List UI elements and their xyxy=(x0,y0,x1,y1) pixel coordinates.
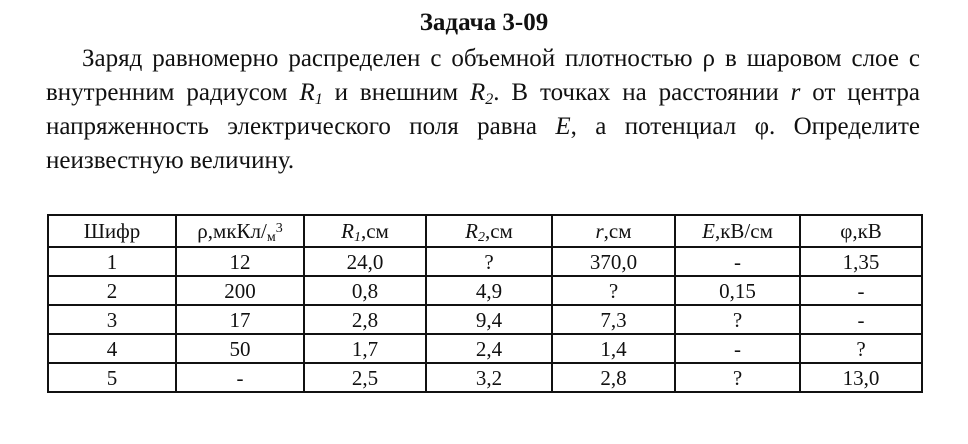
header-r xyxy=(552,215,675,247)
header-rho xyxy=(176,215,304,247)
header-rho-unit: м xyxy=(266,230,276,245)
table-row xyxy=(48,305,922,334)
cell-phi: - xyxy=(800,276,922,305)
header-r2-symbol: R xyxy=(465,219,478,243)
problem-text-part-5: , а потенциал φ. Определите неизвестную величину. xyxy=(46,113,921,174)
header-r-symbol: r xyxy=(595,219,604,243)
cell-r2: 3,2 xyxy=(426,363,552,392)
cell-r: 370,0 xyxy=(552,247,675,276)
cell-e: - xyxy=(675,247,800,276)
cell-r: ? xyxy=(552,276,675,305)
cell-r2: 4,9 xyxy=(426,276,552,305)
cell-r: 1,4 xyxy=(552,334,675,363)
r-symbol: r xyxy=(790,79,801,106)
cell-cipher: 1 xyxy=(48,247,176,276)
table-row xyxy=(48,276,922,305)
cell-r1: 24,0 xyxy=(304,247,426,276)
problem-title: Задача 3-09 xyxy=(419,9,549,36)
cell-r2: ? xyxy=(426,247,552,276)
cell-rho: 200 xyxy=(176,276,304,305)
cell-r2: 9,4 xyxy=(426,305,552,334)
cell-rho: 12 xyxy=(176,247,304,276)
cell-e: ? xyxy=(675,305,800,334)
cell-r: 7,3 xyxy=(552,305,675,334)
cell-r: 2,8 xyxy=(552,363,675,392)
cell-r2: 2,4 xyxy=(426,334,552,363)
table-row xyxy=(48,363,922,392)
cell-r1: 2,5 xyxy=(304,363,426,392)
cell-e: ? xyxy=(675,363,800,392)
cell-rho: - xyxy=(176,363,304,392)
header-phi: φ,кВ xyxy=(800,215,922,247)
cell-r1: 1,7 xyxy=(304,334,426,363)
problem-text-part-1: Заряд равномерно распределен с объемной плотностью ρ в шаровом слое с внутренним радиусом xyxy=(46,45,920,106)
cell-rho: 50 xyxy=(176,334,304,363)
header-r1-subscript: 1 xyxy=(353,230,361,245)
header-r2-subscript: 2 xyxy=(477,230,485,245)
cell-phi: ? xyxy=(800,334,922,363)
r1-subscript: 1 xyxy=(314,91,323,108)
header-r2 xyxy=(426,215,552,247)
header-rho-power: 3 xyxy=(275,221,283,236)
table-header-row xyxy=(48,215,922,247)
cell-phi: 13,0 xyxy=(800,363,922,392)
header-r-unit: ,см xyxy=(603,219,632,243)
header-r1-symbol: R xyxy=(341,219,354,243)
table-row xyxy=(48,247,922,276)
cell-r1: 2,8 xyxy=(304,305,426,334)
r2-symbol: R xyxy=(469,79,486,106)
cell-rho: 17 xyxy=(176,305,304,334)
cell-cipher: 2 xyxy=(48,276,176,305)
header-e xyxy=(675,215,800,247)
cell-phi: 1,35 xyxy=(800,247,922,276)
problem-text xyxy=(46,42,920,178)
e-symbol: E xyxy=(555,113,571,140)
header-r1-unit: ,см xyxy=(360,219,389,243)
r2-subscript: 2 xyxy=(485,91,494,108)
header-rho-label: ρ,мкКл/ xyxy=(197,219,267,243)
header-e-unit: ,кВ/см xyxy=(714,219,773,243)
table-row xyxy=(48,334,922,363)
header-e-symbol: E xyxy=(702,219,715,243)
cell-phi: - xyxy=(800,305,922,334)
cell-e: 0,15 xyxy=(675,276,800,305)
problem-text-part-3: . В точках на расстоянии xyxy=(493,79,791,106)
problem-text-part-4: от центра напряженность электрического поля равна xyxy=(46,79,920,140)
problem-text-part-2: и внешним xyxy=(322,79,470,106)
header-r2-unit: ,см xyxy=(484,219,513,243)
data-table xyxy=(47,214,923,393)
cell-r1: 0,8 xyxy=(304,276,426,305)
header-cipher: Шифр xyxy=(48,215,176,247)
r1-symbol: R xyxy=(299,79,315,106)
cell-cipher: 3 xyxy=(48,305,176,334)
cell-cipher: 4 xyxy=(48,334,176,363)
header-r1 xyxy=(304,215,426,247)
cell-cipher: 5 xyxy=(48,363,176,392)
cell-e: - xyxy=(675,334,800,363)
